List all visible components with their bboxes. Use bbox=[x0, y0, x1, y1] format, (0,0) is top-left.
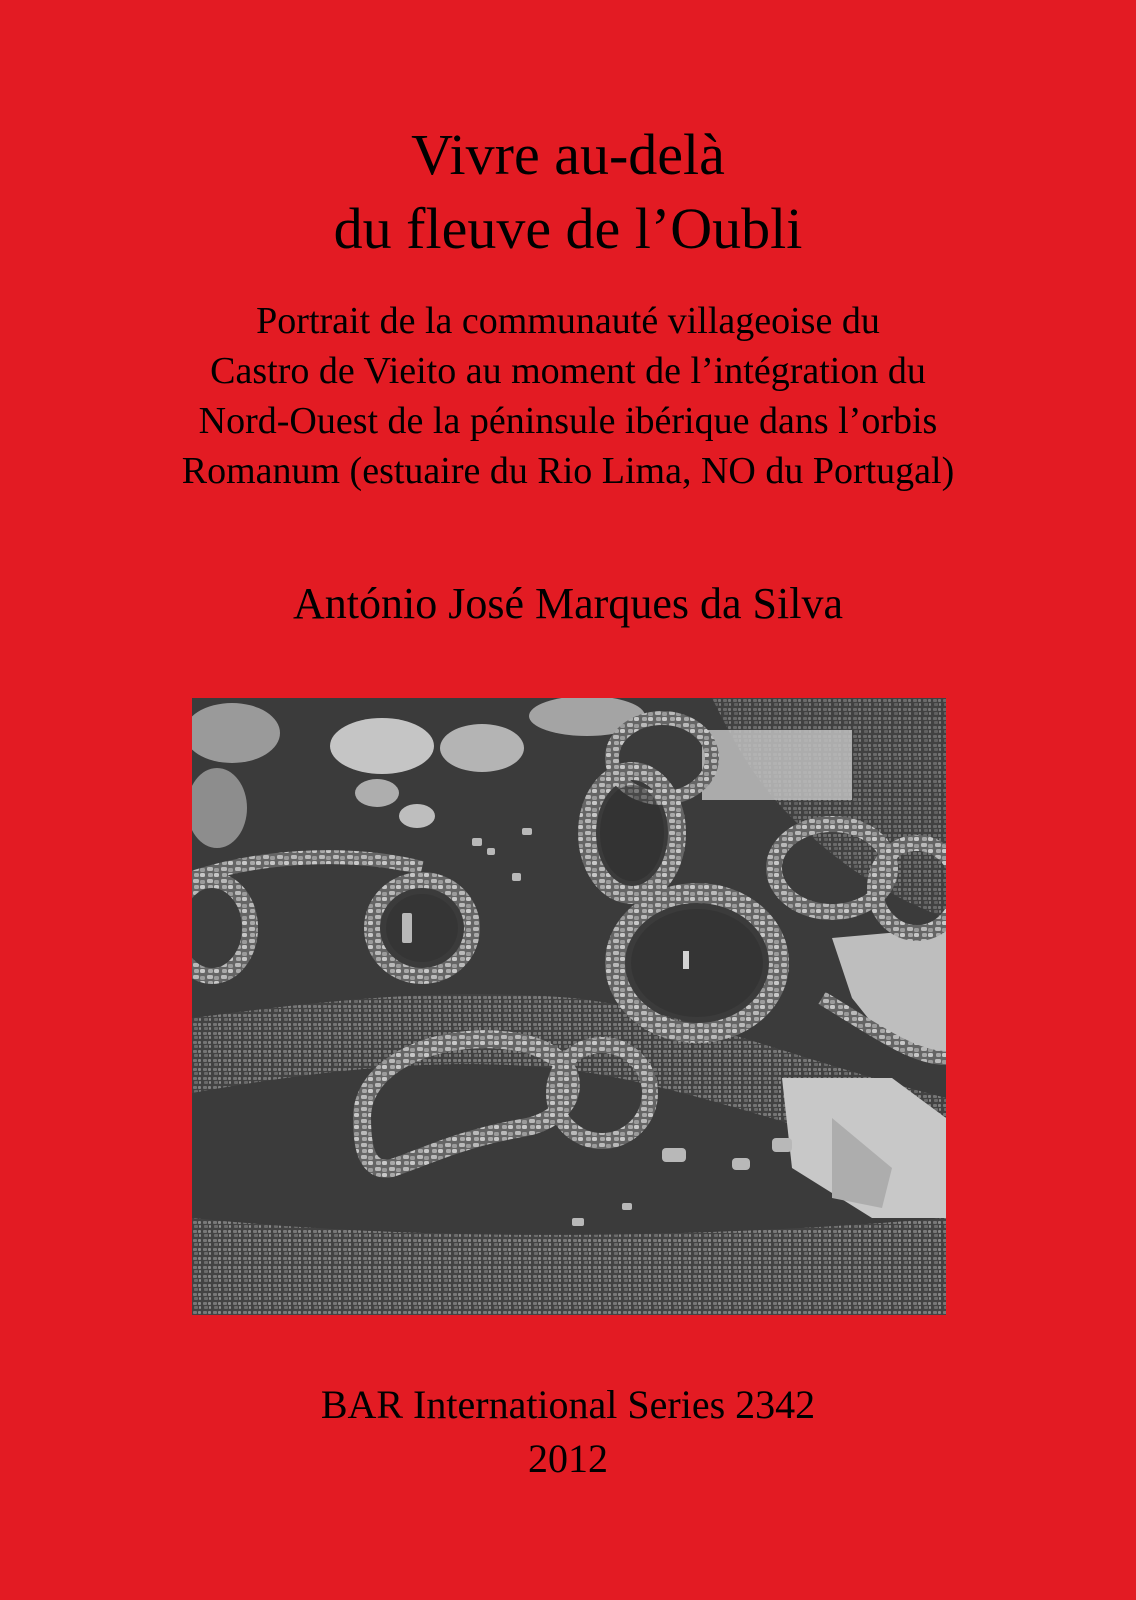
book-subtitle-line-2: Castro de Vieito au moment de l’intégration du bbox=[210, 350, 926, 392]
book-title bbox=[0, 118, 1136, 266]
series-name: BAR International Series 2342 bbox=[320, 1382, 816, 1427]
publication-year: 2012 bbox=[528, 1436, 608, 1481]
book-subtitle-line-1: Portrait de la communauté villageoise du bbox=[256, 300, 880, 342]
book-subtitle-line-3: Nord-Ouest de la péninsule ibérique dans l’orbis bbox=[198, 400, 938, 442]
book-title-line-2: du fleuve de l’Oubli bbox=[333, 196, 803, 261]
book-subtitle bbox=[0, 296, 1136, 496]
book-subtitle-line-4: Romanum (estuaire du Rio Lima, NO du Portugal) bbox=[181, 450, 955, 492]
cover-photo bbox=[192, 698, 946, 1315]
book-title-line-1: Vivre au-delà bbox=[411, 122, 725, 187]
author-name: António José Marques da Silva bbox=[293, 579, 843, 628]
